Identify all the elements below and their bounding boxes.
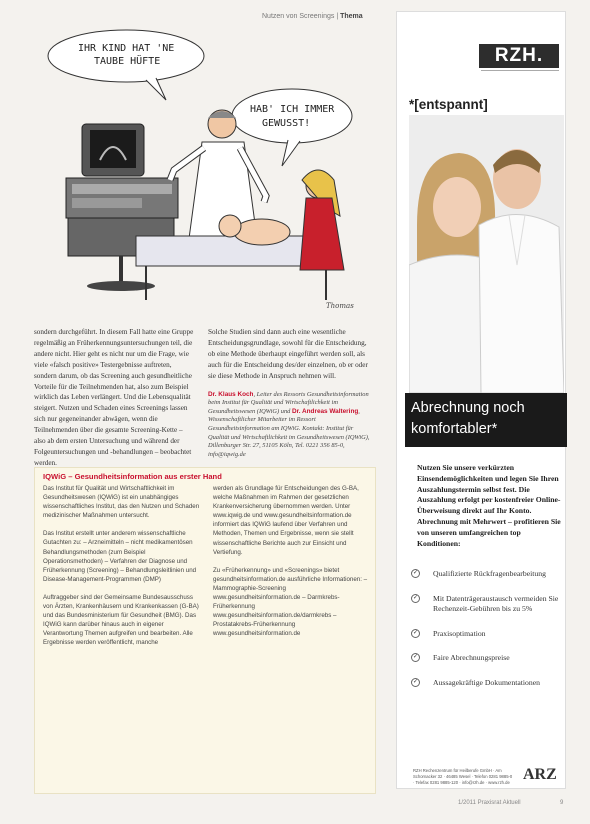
box-paragraph: werden als Grundlage für Entscheidungen des G-BA, welche Maßnahmen im Rahmen der gesetzlichen Krankenversicherung übernommen werden. Unter www.iqwig.de und www.gesundheitsinformation.de informiert das IQWiG laufend über Verfahren und Methoden, Themen und Ergebnisse, wenn sie stellt wissenschaftliche Berichte auch zur Einsicht und Vertiefung.	[213, 485, 359, 556]
benefit-label: Aussagekräftige Dokumentationen	[433, 677, 540, 687]
benefit-item	[411, 653, 561, 664]
section-label: Nutzen von Screenings	[262, 13, 335, 20]
rzh-advertisement	[396, 11, 566, 789]
article-text-1: sondern durchgeführt. In diesem Fall hatte eine Gruppe regelmäßig an Früherkennungsuntersuchungen teil, die andere nicht. Hier geht es nicht nur um die Frage, wie viele «falsch positive» Testergebnisse auftreten, sondern darum, ob das Screening auch gesundheitliche Vorteile für die Teilnehmenden hat, also zum Beispiel wirklich das Leben verlängert. Und die Lebensqualität steigert. Nutzen und Schaden eines Screenings lassen sich nur gegeneinander abwägen, wenn die Teilnehmenden über die gesamte Screening-Kette – also ab dem ersten Untersuchung und während der Folgeuntersuchungen und -behandlungen – beobachtet werden.	[34, 328, 194, 467]
article-column-2	[208, 327, 372, 459]
page-number: 9	[560, 800, 564, 806]
benefit-item	[411, 629, 561, 640]
box-paragraph: Auftraggeber sind der Gemeinsame Bundesausschuss von Ärzten, Krankenhäusern und Krankenkassen (G-BA) und das Bundesministerium für Gesundheit (BMG). Das IQWiG kann darüber hinaus auch in eigener Verantwortung Themen aufgreifen und bearbeiten. Alle Ergebnisse werden veröffentlicht, manche	[43, 593, 199, 647]
bubble1-line2: TAUBE HÜFTE	[94, 56, 161, 67]
author-name-1: Dr. Klaus Koch	[208, 390, 254, 398]
bubble2-line1: HAB' ICH IMMER	[250, 104, 335, 115]
benefit-label: Praxisoptimation	[433, 628, 486, 638]
cartoon-signature: Thomas	[326, 302, 354, 310]
arz-logo: ARZ	[523, 766, 557, 783]
bubble1-line1: IHR KIND HAT 'NE	[78, 43, 175, 54]
issue-label: 1/2011 Praxisrat Aktuell	[458, 800, 521, 806]
ad-footer-address: RZH Rechenzentrum für Heilberufe GmbH · Am Schornacker 32 · 46485 Wesel · Telefon 0281 9885-0 · Telefax 0281 9885-120 · info@rzh.de · www.rzh.de	[413, 768, 513, 785]
article-column-1	[34, 327, 194, 469]
box-paragraph: Das Institut für Qualität und Wirtschaftlichkeit im Gesundheitswesen (IQWiG) ist ein unabhängiges wissenschaftliches Institut, das den Nutzen und Schaden medizinischer Maßnahmen untersucht.	[43, 485, 200, 520]
benefit-label: Qualifizierte Rückfragenbearbeitung	[433, 569, 546, 578]
author-name-2: Dr. Andreas Waltering	[291, 407, 359, 415]
couple-photo	[409, 115, 564, 393]
benefit-item	[411, 594, 561, 615]
article-text-2: Solche Studien sind dann auch eine wesentliche Entscheidungsgrundlage, sowohl für die Entscheidung, ob eine Methode überhaupt eingeführt werden soll, als auch für die Entscheidung des/der einzelnen, ob er oder sie diese Methode in Anspruch nehmen will.	[208, 328, 368, 380]
benefit-label: Mit Datenträgeraustausch vermeiden Sie Rechenzeit-Gebühren bis zu 5%	[433, 593, 559, 613]
banner-line-1: Abrechnung noch	[411, 400, 525, 416]
cartoon-illustration	[26, 20, 382, 315]
check-icon: ✓	[412, 629, 419, 636]
box-paragraph: Zu «Früherkennung» und «Screenings» bietet gesundheitsinformation.de ausführliche Informationen: – Mammographie-Screening www.gesundheitsinformation.de – Darmkrebs-Früherkennung www.gesundheitsinformation.de/darmkrebs – Prostatakrebs-Früherkennung www.gesundheitsinformation.de	[213, 566, 368, 638]
ad-body-text: Nutzen Sie unsere verkürzten Einsendemöglichkeiten und legen Sie Ihren Auszahlungstermin selbst fest. Die Auszahlung erfolgt per kostenfreier Online-Überweisung direkt auf Ihr Konto. Abrechnung mit Mehrwert – profitieren Sie von unseren umfangreichen top Konditionen:	[417, 463, 561, 548]
ad-body	[417, 463, 562, 549]
box-paragraph: Das Institut erstellt unter anderem wissenschaftliche Gutachten zu: – Arzneimitteln – nicht medikamentösen Behandlungsmethoden (zum Beispiel Operationsmethoden) – Verfahren der Diagnose und Früherkennung (Screening) – Behandlungsleitlinien und Disease-Management-Programmen (DMP)	[43, 530, 197, 583]
check-icon: ✓	[412, 654, 419, 660]
author-desc-2: Wissenschaftlicher Mitarbeiter im Ressort Gesundheitsinformation am IQWiG	[208, 416, 316, 432]
box-column-2	[213, 484, 371, 648]
rzh-logo: RZH.	[479, 44, 559, 68]
check-icon: ✓	[412, 594, 419, 601]
banner-line-2: komfortabler*	[411, 421, 498, 437]
check-icon: ✓	[412, 678, 419, 685]
bubble2-line2: GEWUSST!	[262, 118, 311, 129]
section-tag: Thema	[340, 13, 363, 20]
benefit-item	[411, 569, 561, 580]
logo-underline	[481, 70, 559, 74]
author-desc-1: Leiter des Ressorts Gesundheitsinformation beim Institut für Qualität und Wirtschaftlichkeit im Gesundheitswesen (IQWiG) und	[208, 390, 369, 415]
iqwig-info-box	[34, 467, 376, 794]
ad-banner	[405, 393, 567, 447]
author-info: Dr. Klaus Koch, Leiter des Ressorts Gesundheitsinformation beim Institut für Qualität und Wirtschaftlichkeit im Gesundheitswesen (IQWiG) und Dr. Andreas Waltering, Wissenschaftlicher Mitarbeiter im Ressort Gesundheitsinformation am IQWiG. Kontakt: Institut für Qualität und Wirtschaftlichkeit im Gesundheitswesen (IQWiG), Dillenburger Str. 27, 51105 Köln, Tel. 0221 356 85-0, info@iqwig.de	[208, 390, 370, 458]
benefits-list	[411, 569, 561, 688]
benefit-label: Faire Abrechnungspreise	[433, 653, 510, 662]
author-contact: Kontakt: Institut für Qualität und Wirtschaftlichkeit im Gesundheitswesen (IQWiG), Dillenburger Str. 27, 51105 Köln, Tel. 0221 356 85-0, info@iqwig.de	[208, 424, 370, 458]
page-header: Nutzen von Screenings | Thema	[262, 13, 363, 20]
check-icon: ✓	[412, 570, 419, 576]
ad-tagline: *[entspannt]	[409, 97, 488, 112]
box-title: IQWiG – Gesundheitsinformation aus erster Hand	[43, 472, 222, 481]
box-column-1	[43, 484, 203, 657]
benefit-item	[411, 678, 561, 689]
